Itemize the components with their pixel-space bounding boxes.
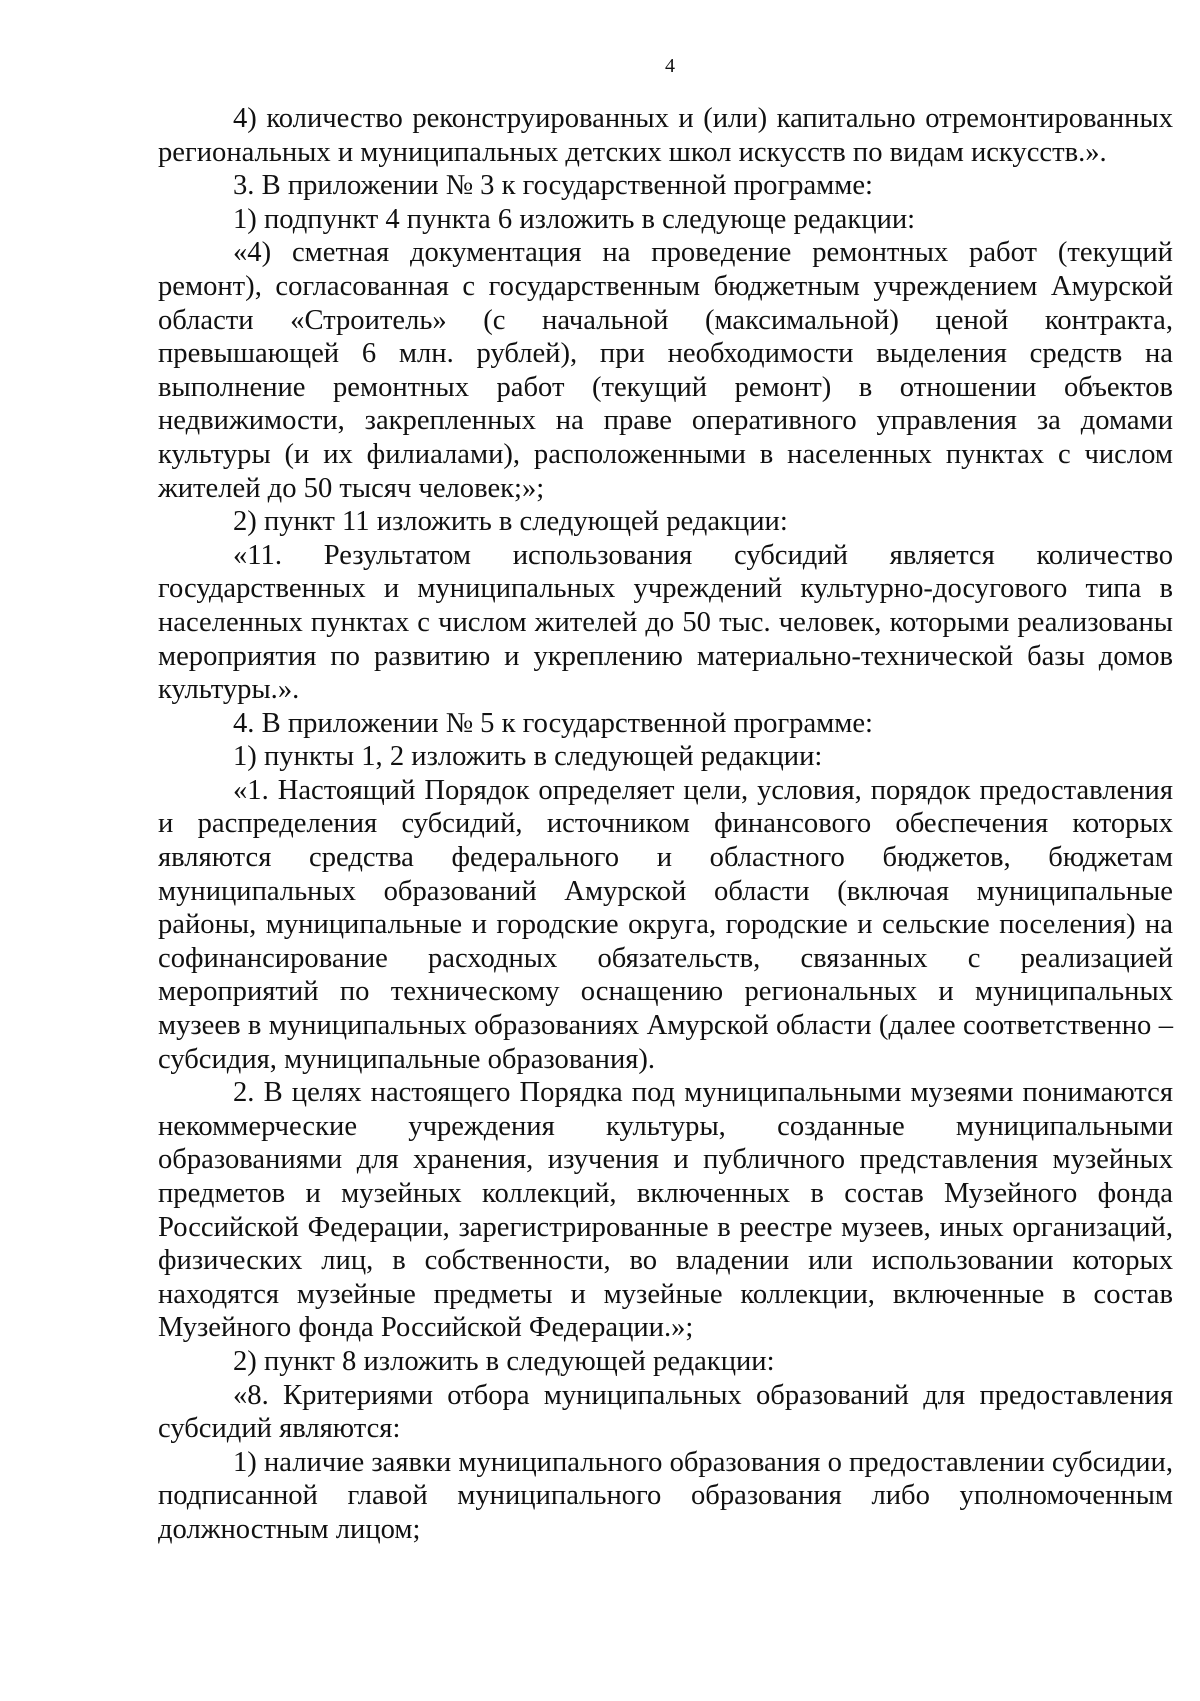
paragraph-item-2-museums-definition: 2. В целях настоящего Порядка под муниципальными музеями понимаются некоммерческие учреждения культуры, созданные муниципальными образованиями для хранения, изучения и публичного представления музейных предметов и музейных коллекций, включенных в состав Музейного фонда Российской Федерации, зарегистрированные в реестре музеев, иных организаций, физических лиц, в собственности, во владении или использовании которых находятся музейные предметы и музейные коллекции, включенные в состав Музейного фонда Российской Федерации.»; xyxy=(158,1077,1173,1344)
document-body xyxy=(158,102,1173,1547)
paragraph-section-3-heading: 3. В приложении № 3 к государственной программе: xyxy=(233,170,873,202)
paragraph-subitem-1-points-1-2-instruction: 1) пункты 1, 2 изложить в следующей редакции: xyxy=(233,741,823,773)
paragraph-item-1-procedure: «1. Настоящий Порядок определяет цели, условия, порядок предоставления и распределения субсидий, источником финансового обеспечения которых являются средства федерального и областного бюджетов, бюджетам муниципальных образований Амурской области (включая муниципальные районы, муниципальные и городские округа, городские и сельские поселения) на софинансирование расходных обязательств, связанных с реализацией мероприятий по техническому оснащению региональных и муниципальных музеев в муниципальных образованиях Амурской области (далее соответственно – субсидия, муниципальные образования). xyxy=(158,774,1173,1075)
paragraph-section-4-heading: 4. В приложении № 5 к государственной программе: xyxy=(233,707,873,739)
paragraph-criterion-1-application: 1) наличие заявки муниципального образования о предоставлении субсидии, подписанной главой муниципального образования либо уполномоченным должностным лицом; xyxy=(158,1446,1173,1545)
paragraph-item-11-result: «11. Результатом использования субсидий является количество государственных и муниципальных учреждений культурно-досугового типа в населенных пунктах с числом жителей до 50 тыс. человек, которыми реализованы мероприятия по развитию и укреплению материально-технической базы домов культуры.». xyxy=(158,539,1173,706)
paragraph-item-4-estimate-documentation: «4) сметная документация на проведение ремонтных работ (текущий ремонт), согласованная с государственным бюджетным учреждением Амурской области «Строитель» (с начальной (максимальной) ценой контракта, превышающей 6 млн. рублей), при необходимости выделения средств на выполнение ремонтных работ (текущий ремонт) в отношении объектов недвижимости, закрепленных на праве оперативного управления за домами культуры (и их филиалами), расположенными в населенных пунктах с числом жителей до 50 тысяч человек;»; xyxy=(158,237,1173,504)
paragraph-subitem-1-instruction: 1) подпункт 4 пункта 6 изложить в следующе редакции: xyxy=(233,203,916,235)
paragraph-item-4-result-indicator: 4) количество реконструированных и (или) капитально отремонтированных региональных и муниципальных детских школ искусств по видам искусств.». xyxy=(158,103,1173,168)
paragraph-subitem-2-point-8-instruction: 2) пункт 8 изложить в следующей редакции: xyxy=(233,1345,775,1377)
paragraph-subitem-2-instruction: 2) пункт 11 изложить в следующей редакции: xyxy=(233,506,788,538)
page-number: 4 xyxy=(665,55,675,77)
paragraph-item-8-selection-criteria: «8. Критериями отбора муниципальных образований для предоставления субсидий являются: xyxy=(158,1379,1173,1445)
